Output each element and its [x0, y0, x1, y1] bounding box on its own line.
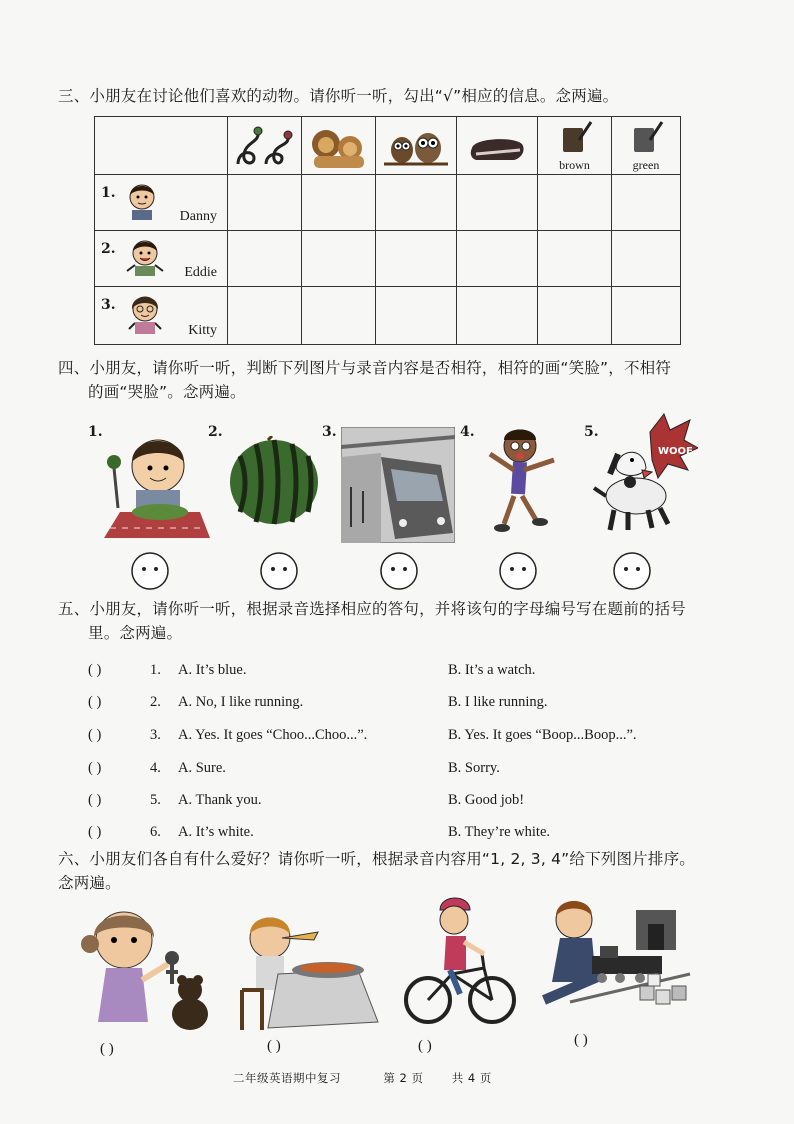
column-brown [538, 117, 612, 175]
kid-name: Eddie [184, 265, 217, 280]
answer-cell[interactable] [612, 231, 681, 287]
answer-bracket[interactable]: ( ) [88, 760, 102, 776]
running-boy-icon [484, 424, 562, 538]
column-owls [376, 117, 457, 175]
woof-text: WOOF [658, 446, 693, 457]
option-b: B. Good job! [448, 792, 525, 808]
snakes-icon [232, 124, 298, 170]
column-lions [302, 117, 376, 175]
footer-title: 二年级英语期中复习 [233, 1071, 341, 1085]
watermelon-icon [226, 436, 322, 526]
boy-eating-pizza-icon [238, 910, 380, 1032]
picture-number: 5. [584, 424, 599, 440]
kid-name: Danny [179, 209, 217, 224]
list-item: ( ) 4. A. Sure. B. Sorry. [88, 760, 500, 776]
picture-number: 2. [208, 424, 223, 440]
table-row [95, 175, 681, 231]
face-circle[interactable] [130, 551, 170, 591]
page-number: 第 2 页 [383, 1071, 424, 1085]
face-circle[interactable] [612, 551, 652, 591]
answer-bracket[interactable]: ( ) [88, 662, 102, 678]
answer-bracket[interactable]: ( ) [88, 727, 102, 743]
brown-label: brown [559, 158, 590, 172]
answer-bracket[interactable]: ( ) [88, 824, 102, 840]
answer-cell[interactable] [538, 287, 612, 345]
option-a: A. Yes. It goes “Choo...Choo...”. [178, 727, 368, 743]
answer-cell[interactable] [538, 175, 612, 231]
girl-avatar-icon [125, 293, 165, 335]
answer-bracket[interactable]: ( ) [418, 1038, 432, 1054]
page-total: 共 4 页 [451, 1071, 492, 1085]
face-circle[interactable] [498, 551, 538, 591]
page-footer [233, 1070, 492, 1086]
boy-avatar-icon [125, 181, 159, 221]
list-item: ( ) 6. A. It’s white. B. They’re white. [88, 824, 551, 840]
table-row [95, 287, 681, 345]
answer-cell[interactable] [457, 287, 538, 345]
section6-heading: 六、小朋友们各自有什么爱好？请你听一听，根据录音内容用“1, 2, 3, 4”给下列图片排序。 念两遍。 [58, 850, 695, 893]
answer-cell[interactable] [302, 175, 376, 231]
option-a: A. It’s blue. [178, 662, 247, 678]
answer-cell[interactable] [302, 287, 376, 345]
girl-with-toys-icon [78, 904, 216, 1032]
list-item: ( ) 1. A. It’s blue. B. It’s a watch. [88, 662, 536, 678]
face-circle[interactable] [259, 551, 299, 591]
list-item: ( ) 2. A. No, I like running. B. I like running. [88, 694, 548, 710]
picture-number: 4. [460, 424, 475, 440]
kid-name: Kitty [188, 323, 217, 338]
answer-bracket[interactable]: ( ) [574, 1032, 588, 1048]
section5-heading: 五、小朋友，请你听一听，根据录音选择相应的答句，并将该句的字母编号写在题前的括号 里。念两遍。 [58, 600, 687, 643]
answer-cell[interactable] [376, 175, 457, 231]
answer-cell[interactable] [228, 231, 302, 287]
answer-bracket[interactable]: ( ) [88, 694, 102, 710]
option-a: A. It’s white. [178, 824, 254, 840]
answer-cell[interactable] [457, 231, 538, 287]
answer-bracket[interactable]: ( ) [100, 1041, 114, 1057]
table-corner-cell [95, 117, 228, 175]
section4-heading: 四、小朋友，请你听一听，判断下列图片与录音内容是否相符，相符的画“笑脸”，不相符 的画“哭脸”。念两遍。 [58, 359, 672, 402]
boy-eating-salad-icon [100, 428, 212, 540]
barking-dog-icon [592, 412, 698, 536]
picture-number: 3. [322, 424, 337, 440]
table-row [95, 231, 681, 287]
option-b: B. It’s a watch. [448, 662, 536, 678]
boy-with-toy-train-icon [540, 890, 692, 1014]
column-meat [457, 117, 538, 175]
paint-bucket-icon [555, 120, 595, 154]
kid-cell-eddie: 2. Eddie [95, 231, 228, 287]
answer-cell[interactable] [376, 287, 457, 345]
girl-riding-bike-icon [404, 890, 516, 1030]
column-green [612, 117, 681, 175]
option-b: B. They’re white. [448, 824, 551, 840]
lions-icon [306, 124, 372, 170]
list-item: ( ) 3. A. Yes. It goes “Choo...Choo...”. B. Yes. It goes “Boop...Boop...”. [88, 727, 637, 743]
answer-bracket[interactable]: ( ) [267, 1038, 281, 1054]
answer-cell[interactable] [302, 231, 376, 287]
option-b: B. Yes. It goes “Boop...Boop...”. [448, 727, 637, 743]
kid-cell-danny: 1. Danny [95, 175, 228, 231]
answer-cell[interactable] [457, 175, 538, 231]
picture-number: 1. [88, 424, 103, 440]
kid-cell-kitty: 3. Kitty [95, 287, 228, 345]
option-a: A. No, I like running. [178, 694, 304, 710]
face-circle[interactable] [379, 551, 419, 591]
animal-preference-table [94, 116, 681, 345]
meat-icon [464, 130, 530, 170]
list-item: ( ) 5. A. Thank you. B. Good job! [88, 792, 525, 808]
answer-cell[interactable] [228, 175, 302, 231]
train-icon [341, 427, 455, 543]
answer-cell[interactable] [612, 287, 681, 345]
option-b: B. Sorry. [448, 760, 500, 776]
answer-cell[interactable] [538, 231, 612, 287]
answer-cell[interactable] [612, 175, 681, 231]
boy-avatar-icon [125, 237, 165, 277]
section3-heading: 三、小朋友在讨论他们喜欢的动物。请你听一听，勾出“√”相应的信息。念两遍。 [58, 87, 619, 105]
answer-cell[interactable] [376, 231, 457, 287]
option-a: A. Thank you. [178, 792, 262, 808]
owls-icon [380, 124, 452, 170]
answer-cell[interactable] [228, 287, 302, 345]
option-b: B. I like running. [448, 694, 548, 710]
green-label: green [632, 158, 660, 172]
answer-bracket[interactable]: ( ) [88, 792, 102, 808]
option-a: A. Sure. [178, 760, 226, 776]
paint-bucket-icon [626, 120, 666, 154]
column-snakes [228, 117, 302, 175]
